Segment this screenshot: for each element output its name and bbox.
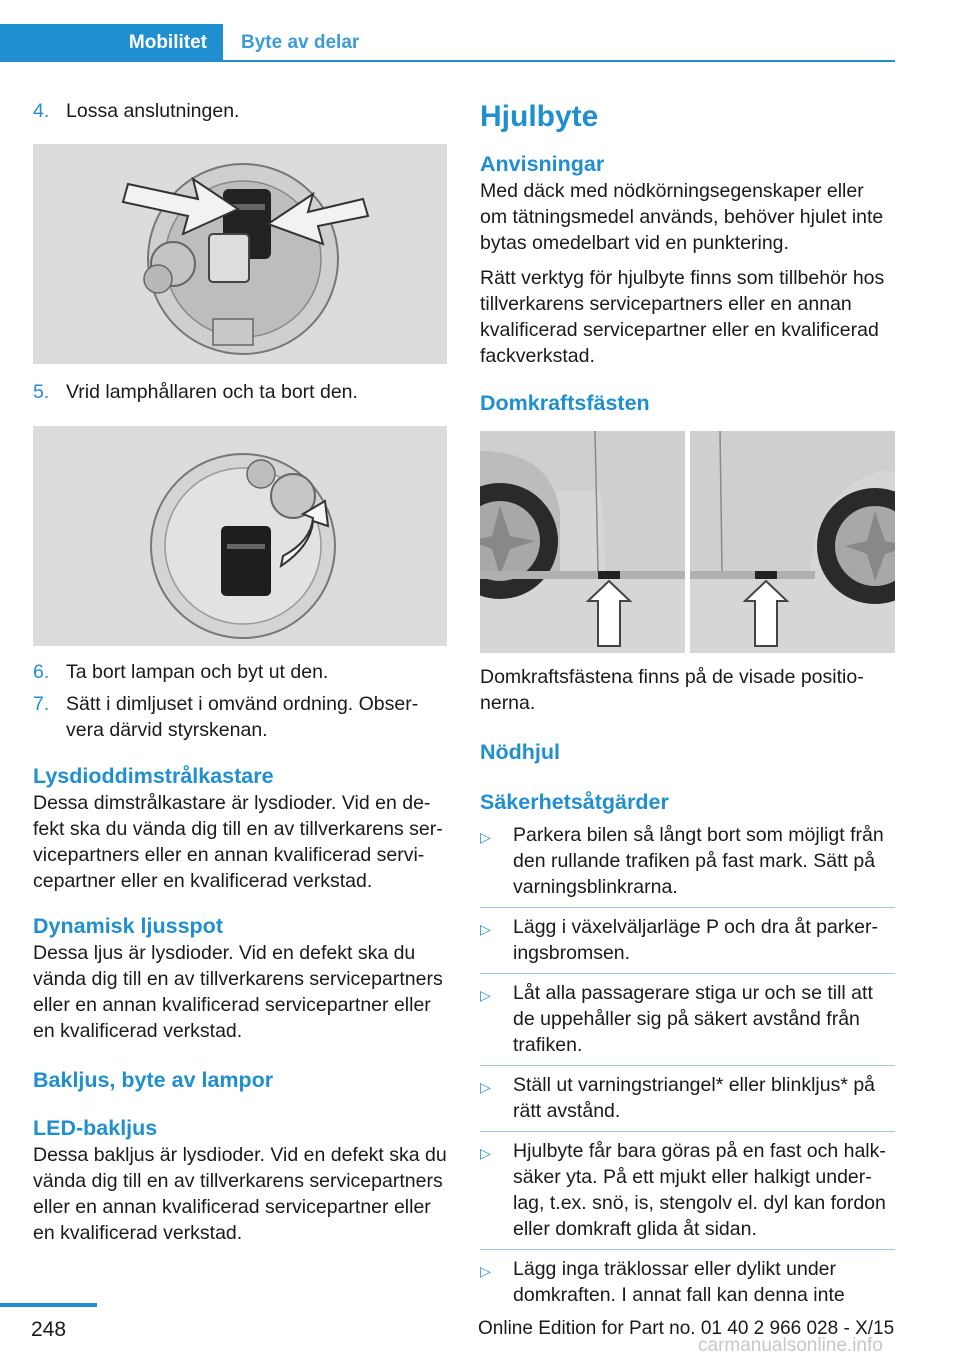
step-6	[33, 659, 447, 685]
triangle-right-icon: ▷	[480, 987, 491, 1003]
list-item: ▷ Parkera bilen så långt bort som möjligt från den rullande trafiken på fast mark. Sätt på varningsblinkrarna.	[480, 824, 884, 898]
jack-points-illustration	[480, 431, 895, 653]
step-number: 5.	[33, 381, 50, 403]
triangle-right-icon: ▷	[480, 1079, 491, 1095]
divider	[480, 907, 895, 908]
step-number: 4.	[33, 100, 50, 122]
edition-text: Online Edition for Part no. 01 40 2 966 028 - X/15	[478, 1318, 895, 1339]
step-text: Vrid lamphållaren och ta bort den.	[66, 381, 358, 403]
triangle-right-icon: ▷	[480, 829, 491, 845]
heading-nodhjul: Nödhjul	[480, 740, 561, 764]
list-item: ▷ Låt alla passagerare stiga ur och se till att de uppehåller sig på säkert avstånd från trafiken.	[480, 982, 873, 1056]
heading-anvisningar: Anvisningar	[480, 152, 605, 176]
triangle-right-icon: ▷	[480, 921, 491, 937]
left-column	[33, 98, 447, 1246]
list-item: ▷ Hjulbyte får bara göras på en fast och halksäker yta. På ett mjukt eller halkigt underlag, t.ex. snö, is, stengolv el. dyl kan fordon eller domkraft glida åt sidan.	[480, 1140, 886, 1240]
paragraph-anvisningar-1: Med däck med nödkörningsegenskaper eller om tätningsmedel används, behöver hjulet inte bytas omedelbart vid en punktering.	[480, 180, 884, 254]
paragraph-spot: Dessa ljus är lysdioder. Vid en defekt ska du vända dig till en av tillverkarens servicepartners eller en annan kvalificerad servicepartner eller en kvalificerad verkstad.	[33, 942, 443, 1042]
tab-byte-av-delar[interactable]: Byte av delar	[241, 32, 360, 53]
header-rule	[223, 60, 895, 62]
divider	[480, 1131, 895, 1132]
step-4	[33, 98, 447, 124]
heading-led-rear: LED-bakljus	[33, 1116, 158, 1140]
heading-led-fog: Lysdioddimstrålkastare	[33, 764, 274, 788]
connector-illustration	[33, 144, 447, 364]
safety-list	[480, 822, 895, 1308]
step-text: Ta bort lampan och byt ut den.	[66, 661, 329, 683]
page-number: 248	[31, 1318, 67, 1341]
step-7	[33, 691, 447, 743]
header-bar	[0, 24, 895, 62]
paragraph-anvisningar-2: Rätt verktyg för hjulbyte finns som tillbehör hos tillverkarens servicepartners eller en annan kvalificerad servicepartner eller en kvalificerad fackverkstad.	[480, 267, 885, 367]
lampholder-illustration	[33, 426, 447, 646]
triangle-right-icon: ▷	[480, 1263, 491, 1279]
divider	[480, 1065, 895, 1066]
triangle-right-icon: ▷	[480, 1145, 491, 1161]
heading-domkraft: Domkraftsfästen	[480, 391, 650, 415]
divider	[480, 1249, 895, 1250]
step-number: 6.	[33, 661, 50, 683]
step-text: Lossa anslutningen.	[66, 100, 240, 122]
watermark: carmanualsonline.info	[698, 1335, 883, 1356]
step-number: 7.	[33, 693, 50, 715]
footer-rule	[0, 1303, 97, 1307]
list-item: ▷ Lägg inga träklossar eller dylikt under domkraften. I annat fall kan denna inte	[480, 1258, 845, 1306]
heading-sakerhet: Säkerhetsåtgärder	[480, 790, 669, 814]
tab-mobilitet[interactable]: Mobilitet	[0, 24, 223, 62]
list-item: ▷ Lägg i växelväljarläge P och dra åt parkeringsbromsen.	[480, 916, 878, 964]
step-5	[33, 379, 447, 405]
divider	[480, 973, 895, 974]
right-column	[480, 98, 895, 1308]
step-text: Sätt i dimljuset i omvänd ordning. Observera därvid styrskenan.	[66, 693, 419, 741]
heading-hjulbyte: Hjulbyte	[480, 100, 599, 133]
paragraph-led-rear: Dessa bakljus är lysdioder. Vid en defekt ska du vända dig till en av tillverkarens servicepartners eller en annan kvalificerad servicepartner eller en kvalificerad verkstad.	[33, 1144, 447, 1244]
list-item: ▷ Ställ ut varningstriangel* eller blinkljus* på rätt avstånd.	[480, 1074, 876, 1122]
caption-jack-points: Domkraftsfästena finns på de visade positionerna.	[480, 666, 864, 714]
heading-rear-lights: Bakljus, byte av lampor	[33, 1068, 274, 1092]
paragraph-led-fog: Dessa dimstrålkastare är lysdioder. Vid en defekt ska du vända dig till en av tillverkarens servicepartners eller en annan kvalificerad servicepartner eller en kvalificerad verkstad.	[33, 792, 443, 892]
heading-spot: Dynamisk ljusspot	[33, 914, 223, 938]
